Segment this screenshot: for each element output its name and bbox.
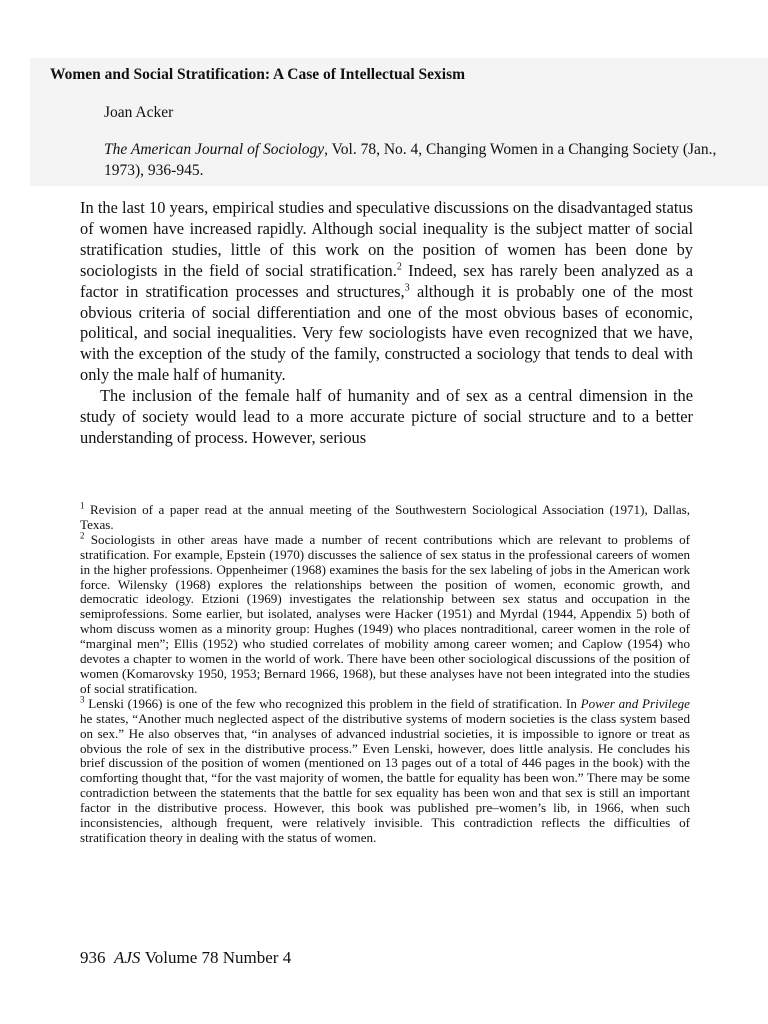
body-text [80, 198, 693, 449]
paragraph-1 [80, 198, 693, 386]
footnote-1-number: 1 [80, 500, 85, 511]
journal-abbrev: AJS [114, 948, 141, 967]
article-title: Women and Social Stratification: A Case of Intellectual Sexism [50, 66, 466, 83]
author-name: Joan Acker [104, 104, 174, 121]
book-title: Power and Privilege [580, 695, 690, 711]
footnote-ref-3: 3 [404, 282, 410, 294]
journal-name: The American Journal of Sociology [104, 141, 325, 158]
footnotes [80, 500, 690, 846]
footnote-ref-2: 2 [396, 261, 402, 273]
paragraph-1-part-a: In the last 10 years, empirical studies and speculative discussions on the disadvantaged status of women have increased rapidly. Although social inequality is the subject matter of social stratification studies, little of this work on the position of women has been done by sociologists in the field of social stratification. [80, 198, 693, 280]
footnote-3 [80, 694, 690, 846]
footnote-2-number: 2 [80, 530, 85, 541]
footnote-1 [80, 500, 690, 533]
running-footer [80, 948, 291, 968]
footnote-3-text-a: Lenski (1966) is one of the few who recognized this problem in the field of stratification. In [84, 695, 581, 711]
footnote-1-text: Revision of a paper read at the annual meeting of the Southwestern Sociological Association (1971), Dallas, Texas. [80, 502, 690, 532]
citation-details: , Vol. 78, No. 4, Changing Women in a Changing Society (Jan., 1973), 936-945. [104, 141, 717, 179]
paragraph-2: The inclusion of the female half of humanity and of sex as a central dimension in the study of society would lead to a more accurate picture of social structure and to a better understanding of process. However, serious [80, 386, 693, 447]
footnote-2-text: Sociologists in other areas have made a number of recent contributions which are relevant to problems of stratification. For example, Epstein (1970) discusses the salience of sex status in the professional careers of women in the higher professions. Oppenheimer (1968) examines the basis for the sex labeling of jobs in the American work force. Wilensky (1968) explores the relationships between the position of women, economic growth, and democratic ideology. Etzioni (1969) investigates the relationship between sex status and occupation in the semiprofessions. Some earlier, but isolated, analyses were Hacker (1951) and Myrdal (1944, Appendix 5) both of whom discuss women as a minority group: Hughes (1949) who places nontraditional, career women in the role of “marginal men”; Ellis (1952) who studied correlates of mobility among career women; and Caplow (1954) who devotes a chapter to women in the world of work. There have been other sociological discussions of the position of women (Komarovsky 1950, 1953; Bernard 1966, 1968), but these analyses have not been integrated into the studies of social stratification. [80, 531, 690, 696]
page-number: 936 [80, 948, 106, 967]
citation [104, 139, 759, 181]
footnote-3-number: 3 [80, 694, 85, 705]
paragraph-1-part-c: although it is probably one of the most obvious criteria of social differentiation and one of the most obvious bases of economic, political, and social inequalities. Very few sociologists have even recognized that we have, with the exception of the study of the family, constructed a sociology that tends to deal with only the male half of humanity. [80, 281, 693, 385]
volume-issue: Volume 78 Number 4 [144, 948, 292, 967]
footnote-3-text-b: he states, “Another much neglected aspect of the distributive systems of modern societies is the class system based on sex.” He also observes that, “in analyses of advanced industrial societies, it is impossible to ignore or treat as obvious the role of sex in the distributive process.” Even Lenski, however, does little analysis. He concludes his brief discussion of the position of women (mentioned on 13 pages out of a total of 446 pages in the book) with the comforting thought that, “for the vast majority of women, the battle for equality has been won.” There may be some contradiction between the statements that the battle for sex equality has been won and that sex is still an important factor in the distributive process. However, this book was published pre–women’s lib, in 1966, when such inconsistencies, although frequent, were relatively invisible. This contradiction reflects the difficulties of stratification theory in dealing with the status of women. [80, 710, 690, 845]
paragraph-1-part-b: Indeed, sex has rarely been analyzed as a factor in stratification processes and structures, [80, 260, 693, 301]
footnote-2 [80, 530, 690, 697]
